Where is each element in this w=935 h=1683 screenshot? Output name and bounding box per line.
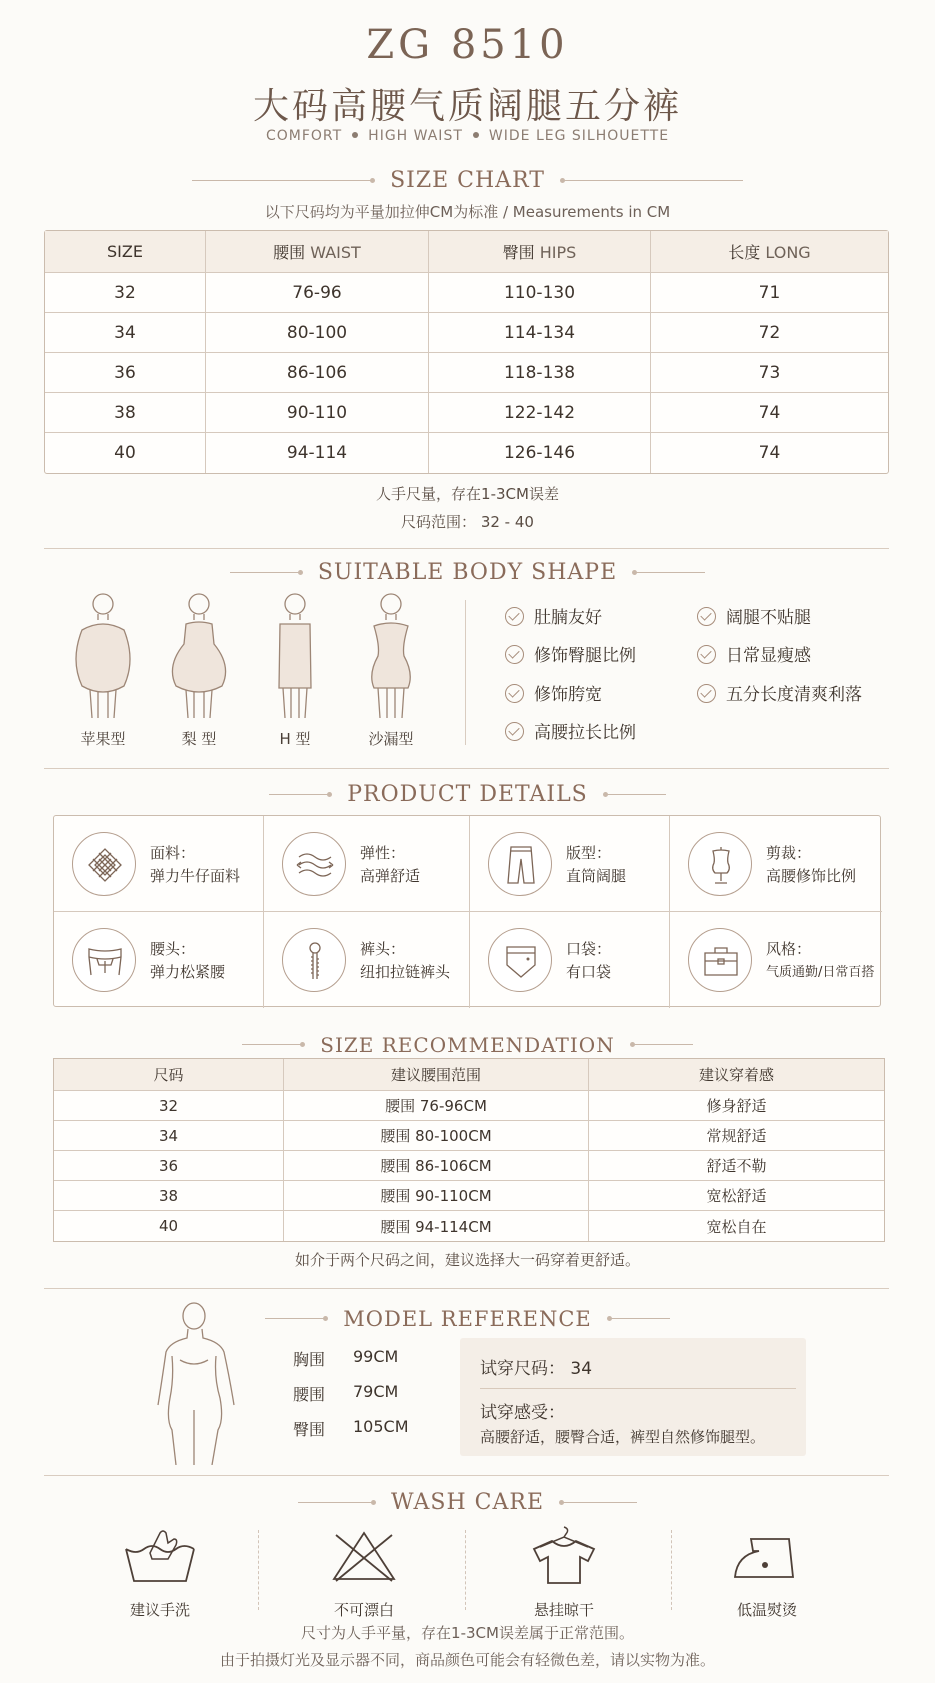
feature-item: 修饰胯宽 [505,683,602,707]
stretch-waves-icon [282,832,346,896]
check-icon [697,684,716,703]
feature-item: 阔腿不贴腿 [697,606,811,630]
check-icon [505,684,524,703]
column-header: 长度 LONG [651,231,888,273]
tagline-item: WIDE LEG SILHOUETTE [488,128,670,144]
section-divider [44,548,889,549]
apple-shape-figure [63,590,143,749]
fabric-weave-icon [72,832,136,896]
model-stat-waist: 腰围 79CM [293,1382,399,1404]
briefcase-icon [688,928,752,992]
table-row: 34 腰围 80-100CM 常规舒适 [54,1121,884,1151]
model-stat-bust: 胸围 99CM [293,1347,399,1369]
section-divider [44,768,889,769]
tryon-size: 试穿尺码： 34 [480,1359,593,1379]
detail-fabric: 面料： 弹力牛仔面料 [54,816,264,912]
wash-label: 悬挂晾干 [533,1601,594,1619]
detail-waistband: 腰头： 弹力松紧腰 [54,912,264,1008]
feature-item: 日常显瘦感 [697,644,811,668]
h-body-icon [260,590,330,720]
divider-line [635,572,705,573]
footer-note-1: 尺寸为人手平量，存在1-3CM误差属于正常范围。 [301,1624,634,1642]
tryon-card [460,1338,806,1456]
check-icon [505,645,524,664]
feature-item: 高腰拉长比例 [505,721,636,745]
divider-line [563,180,743,181]
size-recommendation-heading: SIZE RECOMMENDATION [0,1031,935,1057]
detail-fit: 版型： 直筒阔腿 [470,816,670,912]
dress-form-icon [688,832,752,896]
divider-line [269,794,329,795]
column-header: 尺码 [54,1059,284,1091]
apple-body-icon [68,590,138,720]
tagline-item: HIGH WAIST [368,128,463,144]
size-range-note: 尺码范围： 32 - 40 [401,513,534,531]
dot-separator [352,132,358,138]
wash-low-iron [692,1525,842,1620]
table-header-row [45,231,888,273]
feature-item: 五分长度清爽利落 [697,683,862,707]
size-recommendation-note: 如介于两个尺码之间，建议选择大一码穿着更舒适。 [294,1251,640,1269]
hand-wash-icon [122,1525,198,1585]
card-divider [480,1388,796,1389]
check-icon [505,722,524,741]
table-row: 34 80-100 114-134 72 [45,313,888,353]
model-stat-hips: 臀围 105CM [293,1417,409,1439]
divider-line [610,1318,670,1319]
column-header: SIZE [45,231,206,273]
divider-line [298,1502,373,1503]
table-header-row [54,1059,884,1091]
size-chart-heading: SIZE CHART [0,167,935,193]
section-divider [44,1475,889,1476]
pants-icon [488,832,552,896]
wash-label: 低温熨烫 [736,1601,797,1619]
check-icon [697,607,716,626]
hourglass-body-icon [356,590,426,720]
waistband-icon [72,928,136,992]
check-icon [505,607,524,626]
section-divider [44,1288,889,1289]
shape-label: 沙漏型 [368,730,414,748]
hourglass-shape-figure [351,590,431,749]
wash-no-bleach [289,1525,439,1620]
table-row: 38 90-110 122-142 74 [45,393,888,433]
footer-note-2: 由于拍摄灯光及显示器不同，商品颜色可能会有轻微色差，请以实物为准。 [219,1651,715,1669]
pear-body-icon [164,590,234,720]
shape-label: 梨 型 [181,730,217,748]
table-row: 32 腰围 76-96CM 修身舒适 [54,1091,884,1121]
zipper-icon [282,928,346,992]
tryon-feel-text: 高腰舒适，腰臀合适，裤型自然修饰腿型。 [480,1428,766,1446]
divider-line [633,1044,693,1045]
column-header: 建议腰围范围 [284,1059,589,1091]
wash-hang-dry [489,1525,639,1620]
detail-closure: 裤头： 纽扣拉链裤头 [264,912,470,1008]
model-code: ZG 8510 [366,22,569,68]
pear-shape-figure [159,590,239,749]
tryon-feel-label: 试穿感受： [480,1403,565,1423]
table-row: 32 76-96 110-130 71 [45,273,888,313]
table-row: 36 腰围 86-106CM 舒适不勒 [54,1151,884,1181]
table-row: 38 腰围 90-110CM 宽松舒适 [54,1181,884,1211]
shape-label: H 型 [279,730,311,748]
wash-hand [85,1525,235,1620]
low-iron-icon [729,1525,805,1585]
no-bleach-icon [326,1525,402,1585]
feature-item: 肚腩友好 [505,606,602,630]
shape-label: 苹果型 [80,730,126,748]
dashed-divider [258,1530,259,1610]
product-details-grid [53,815,881,1007]
divider-line [242,1044,302,1045]
feature-item: 修饰臀腿比例 [505,644,636,668]
pocket-icon [488,928,552,992]
column-header: 腰围 WAIST [206,231,429,273]
divider-line [562,1502,637,1503]
size-chart-subtitle: 以下尺码均为平量加拉伸CM为标准 / Measurements in CM [264,203,671,221]
dashed-divider [671,1530,672,1610]
tagline [0,128,935,144]
column-header: 建议穿着感 [589,1059,884,1091]
wash-label: 建议手洗 [129,1601,190,1619]
detail-stretch: 弹性： 高弹舒适 [264,816,470,912]
wash-care-heading: WASH CARE [0,1489,935,1515]
divider-line [230,572,300,573]
divider-line [606,794,666,795]
size-chart-table [44,230,889,474]
size-recommendation-table [53,1058,885,1242]
table-row: 40 94-114 126-146 74 [45,433,888,473]
product-details-heading: PRODUCT DETAILS [0,781,935,807]
h-shape-figure [255,590,335,749]
tagline-item: COMFORT [265,128,343,144]
vertical-divider [465,600,466,745]
table-row: 36 86-106 118-138 73 [45,353,888,393]
table-row: 40 腰围 94-114CM 宽松自在 [54,1211,884,1241]
detail-pocket: 口袋： 有口袋 [470,912,670,1008]
dashed-divider [465,1530,466,1610]
divider-line [265,1318,325,1319]
detail-style: 风格： 气质通勤/日常百搭 [670,912,882,1008]
model-reference-heading: MODEL REFERENCE [100,1305,835,1331]
column-header: 臀围 HIPS [429,231,651,273]
product-title: 大码高腰气质阔腿五分裤 [252,86,682,127]
detail-cut: 剪裁： 高腰修饰比例 [670,816,882,912]
body-shape-heading: SUITABLE BODY SHAPE [0,559,935,585]
measurement-note: 人手尺量，存在1-3CM误差 [376,485,559,503]
divider-line [192,180,372,181]
hang-dry-icon [526,1525,602,1585]
wash-label: 不可漂白 [333,1601,394,1619]
dot-separator [473,132,479,138]
check-icon [697,645,716,664]
